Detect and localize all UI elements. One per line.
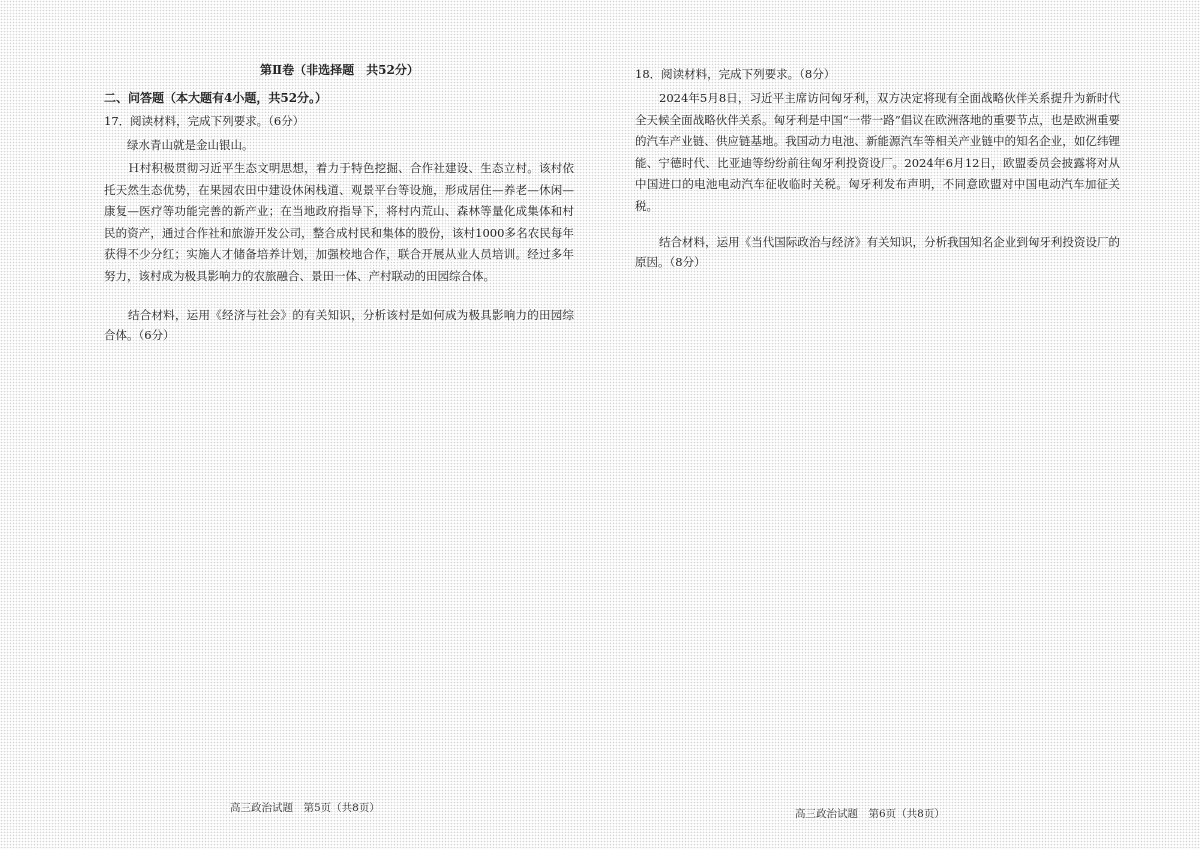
paper-title: 第Ⅱ卷（非选择题 共52分） <box>260 63 419 77</box>
right-page <box>600 0 1200 849</box>
question-18-prompt: 18．阅读材料，完成下列要求。（8分） <box>635 67 836 81</box>
question-18-material: 2024年5月8日，习近平主席访问匈牙利，双方决定将现有全面战略伙伴关系提升为新时代全天候全面战略伙伴关系。匈牙利是中国“一带一路”倡议在欧洲落地的重要节点，也是欧洲重要的汽车产业链、供应链基地。我国动力电池、新能源汽车等相关产业链中的知名企业，如亿纬锂能、宁德时代、比亚迪等纷纷前往匈牙利投资设厂。2024年6月12日，欧盟委员会披露将对从中国进口的电池电动汽车征收临时关税。匈牙利发布声明，不同意欧盟对中国电动汽车加征关税。 <box>635 91 1120 213</box>
question-17-prompt: 17．阅读材料，完成下列要求。（6分） <box>104 114 305 128</box>
section-heading: 二、问答题（本大题有4小题，共52分。） <box>104 91 328 105</box>
left-page-footer: 高三政治试题 第5页（共8页） <box>230 802 380 814</box>
question-17-task: 结合材料，运用《经济与社会》的有关知识，分析该村是如何成为极具影响力的田园综合体。（6分） <box>104 308 574 342</box>
question-18-task: 结合材料，运用《当代国际政治与经济》有关知识，分析我国知名企业到匈牙利投资设厂的原因。（8分） <box>635 235 1120 269</box>
question-17-quote: 绿水青山就是金山银山。 <box>127 138 254 152</box>
question-17-material: Ｈ村积极贯彻习近平生态文明思想，着力于特色挖掘、合作社建设、生态立村。该村依托天然生态优势，在果园农田中建设休闲栈道、观景平台等设施，形成居住—养老—休闲—康复—医疗等功能完善的新产业；在当地政府指导下，将村内荒山、森林等量化成集体和村民的资产，通过合作社和旅游开发公司，整合成村民和集体的股份，该村1000多名农民每年获得不少分红；实施人才储备培养计划，加强校地合作，联合开展从业人员培训。经过多年努力，该村成为极具影响力的农旅融合、景田一体、产村联动的田园综合体。 <box>104 161 574 283</box>
right-page-footer: 高三政治试题 第6页（共8页） <box>795 808 945 820</box>
